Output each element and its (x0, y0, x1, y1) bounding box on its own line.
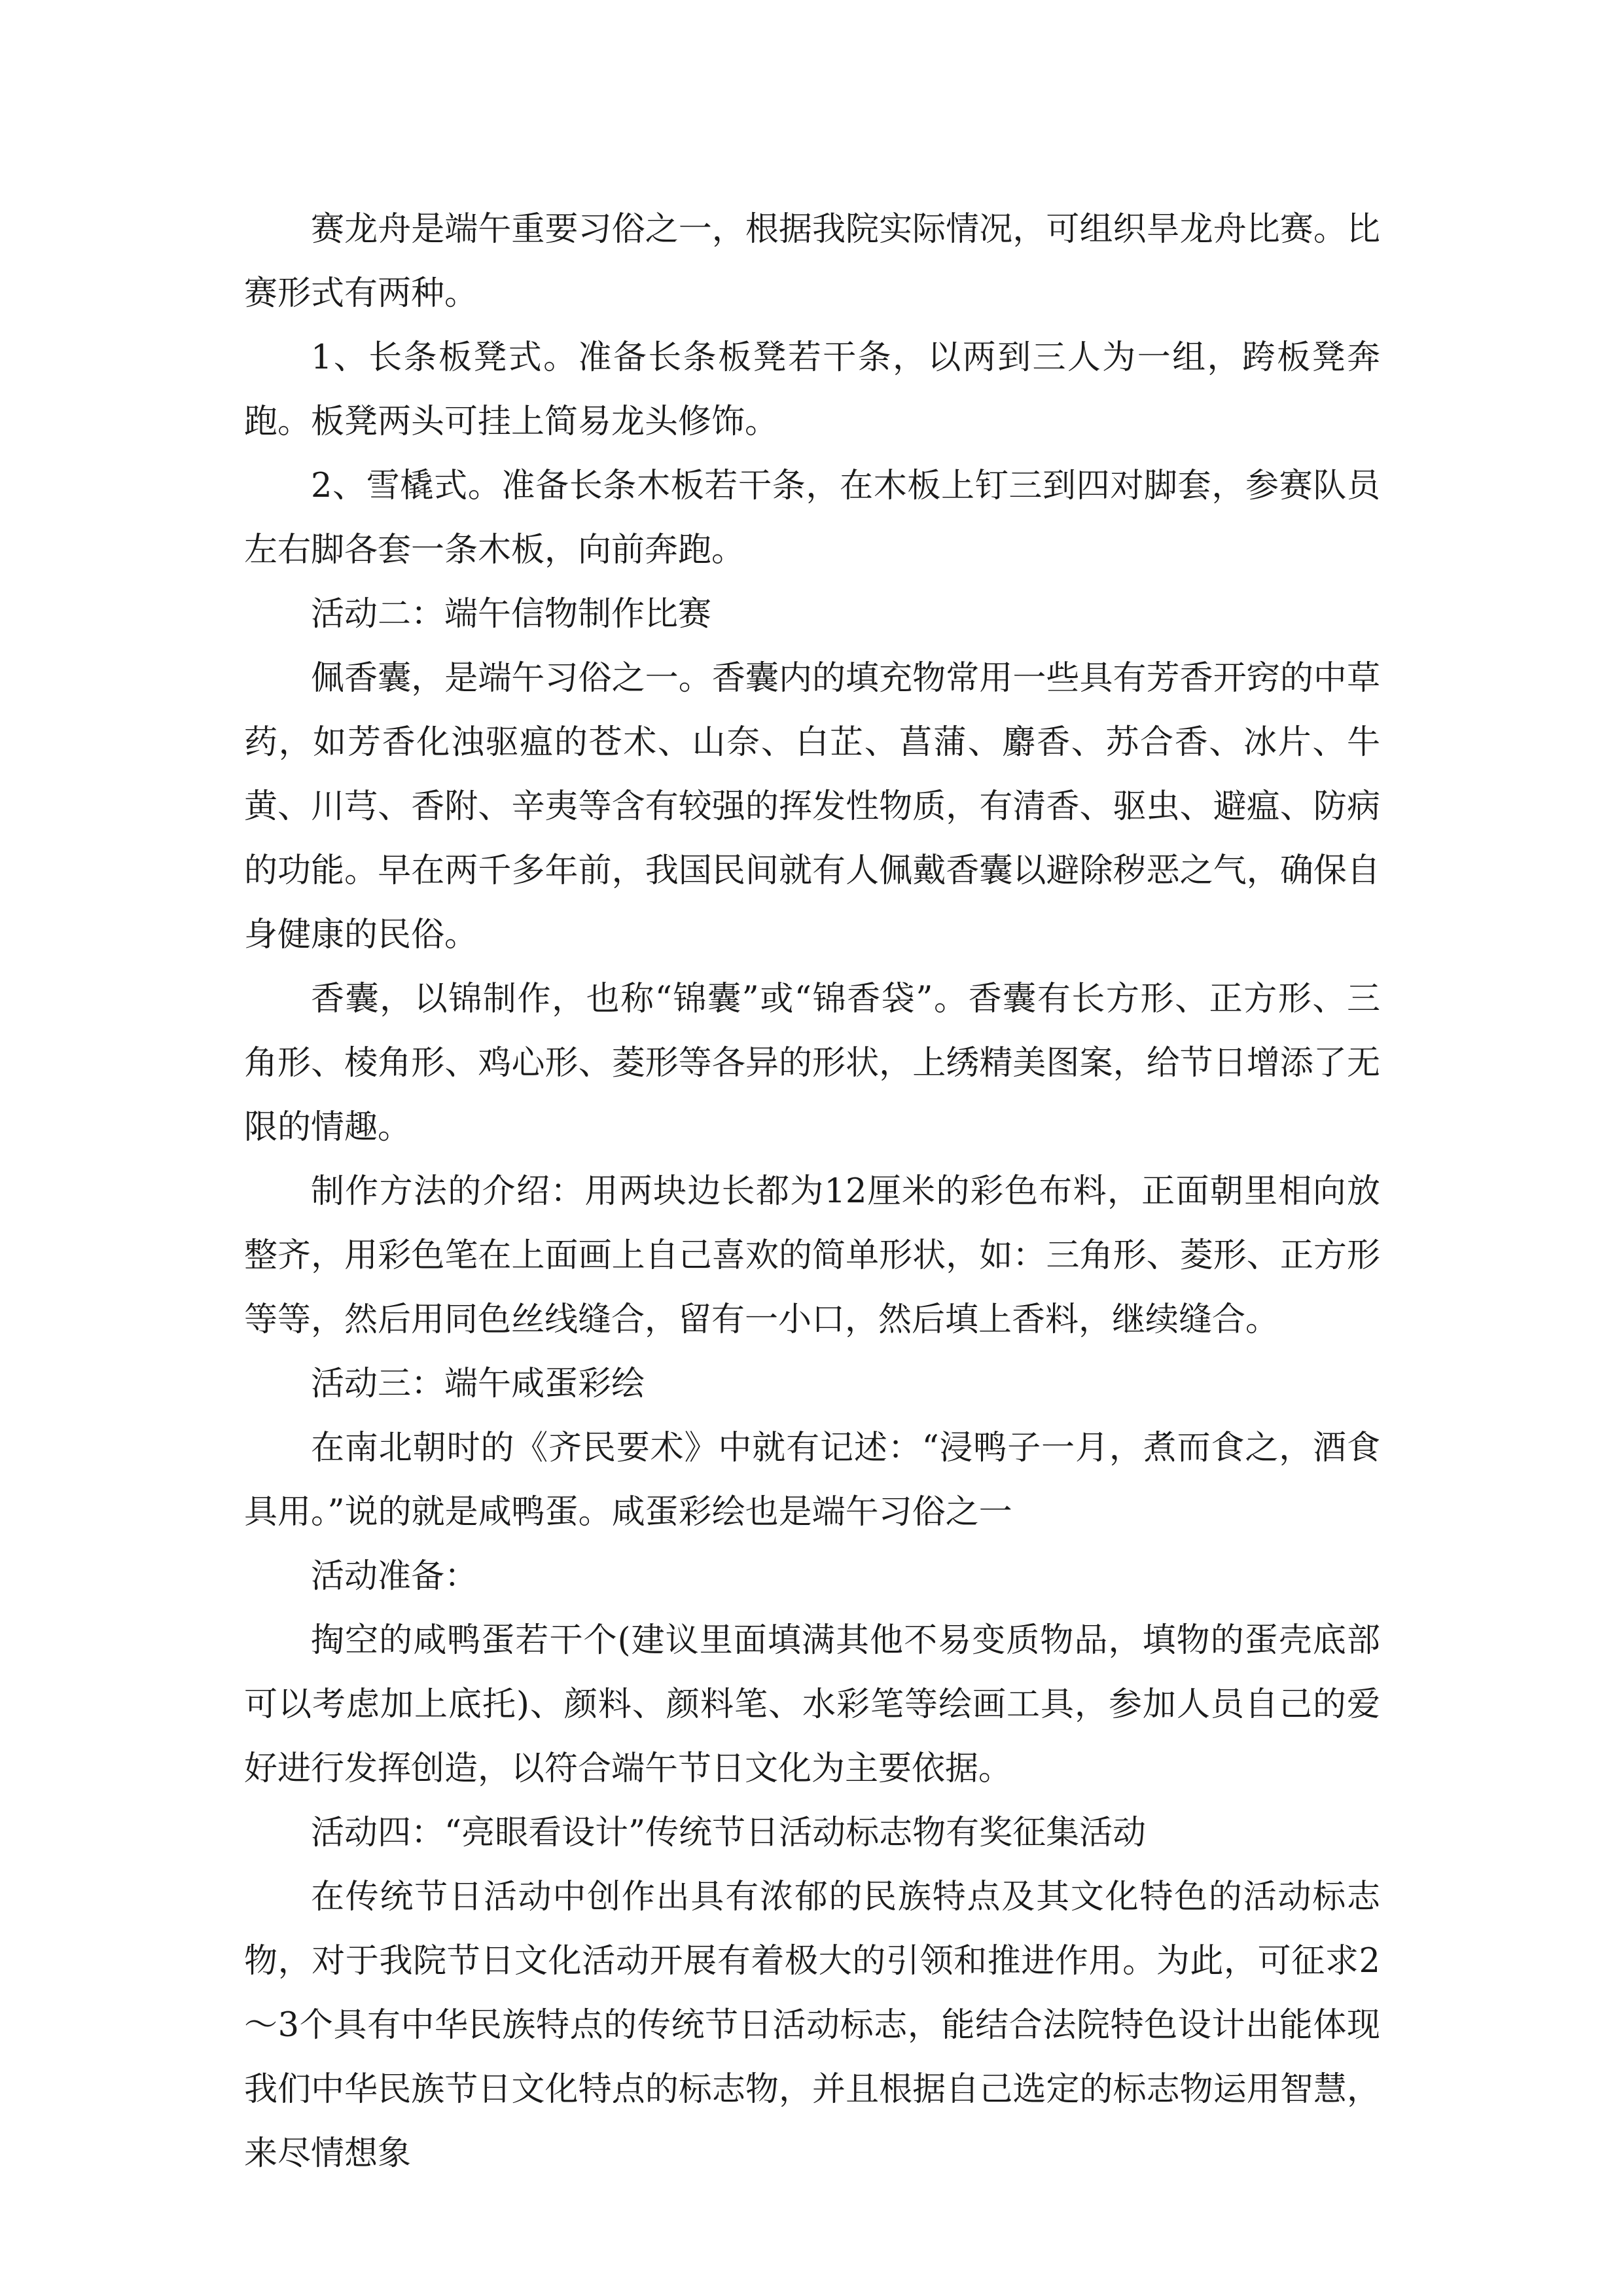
paragraph-making-method: 制作方法的介绍：用两块边长都为12厘米的彩色布料，正面朝里相向放整齐，用彩色笔在上面画上自己喜欢的简单形状，如：三角形、菱形、正方形等等，然后用同色丝线缝合，留有一小口，然后填上香料，继续缝合。 (244, 1172, 1380, 1339)
paragraph-dragon-boat-intro: 赛龙舟是端午重要习俗之一，根据我院实际情况，可组织旱龙舟比赛。比赛形式有两种。 (244, 210, 1380, 313)
paragraph-sachet-herbs: 佩香囊，是端午习俗之一。香囊内的填充物常用一些具有芳香开窍的中草药，如芳香化浊驱瘟的苍术、山奈、白芷、菖蒲、麝香、苏合香、冰片、牛黄、川芎、香附、辛夷等含有较强的挥发性物质，有清香、驱虫、避瘟、防病的功能。早在两千多年前，我国民间就有人佩戴香囊以避除秽恶之气，确保自身健康的民俗。 (244, 659, 1380, 954)
heading-activity-three: 活动三：端午咸蛋彩绘 (311, 1365, 645, 1403)
paragraph-sachet-shapes: 香囊，以锦制作，也称“锦囊”或“锦香袋”。香囊有长方形、正方形、三角形、棱角形、鸡心形、菱形等各异的形状，上绣精美图案，给节日增添了无限的情趣。 (244, 980, 1380, 1147)
heading-preparation: 活动准备： (311, 1557, 478, 1596)
paragraph-logo-collection: 在传统节日活动中创作出具有浓郁的民族特点及其文化特色的活动标志物，对于我院节日文化活动开展有着极大的引领和推进作用。为此，可征求2～3个具有中华民族特点的传统节日活动标志，能结合法院特色设计出能体现我们中华民族节日文化特点的标志物，并且根据自己选定的标志物运用智慧，来尽情想象 (244, 1878, 1380, 2173)
heading-activity-two: 活动二：端午信物制作比赛 (311, 595, 712, 634)
paragraph-preparation-materials: 掏空的咸鸭蛋若干个(建议里面填满其他不易变质物品，填物的蛋壳底部可以考虑加上底托)、颜料、颜料笔、水彩笔等绘画工具，参加人员自己的爱好进行发挥创造，以符合端午节日文化为主要依据。 (244, 1621, 1380, 1788)
paragraph-bench-style: 1、长条板凳式。准备长条板凳若干条，以两到三人为一组，跨板凳奔跑。板凳两头可挂上简易龙头修饰。 (244, 338, 1380, 441)
paragraph-sled-style: 2、雪橇式。准备长条木板若干条，在木板上钉三到四对脚套，参赛队员左右脚各套一条木板，向前奔跑。 (244, 467, 1380, 569)
document-body (244, 198, 1380, 2186)
paragraph-salted-egg-history: 在南北朝时的《齐民要术》中就有记述：“浸鸭子一月，煮而食之，酒食具用。”说的就是咸鸭蛋。咸蛋彩绘也是端午习俗之一 (244, 1429, 1380, 1532)
heading-activity-four: 活动四：“亮眼看设计”传统节日活动标志物有奖征集活动 (311, 1814, 1147, 1852)
